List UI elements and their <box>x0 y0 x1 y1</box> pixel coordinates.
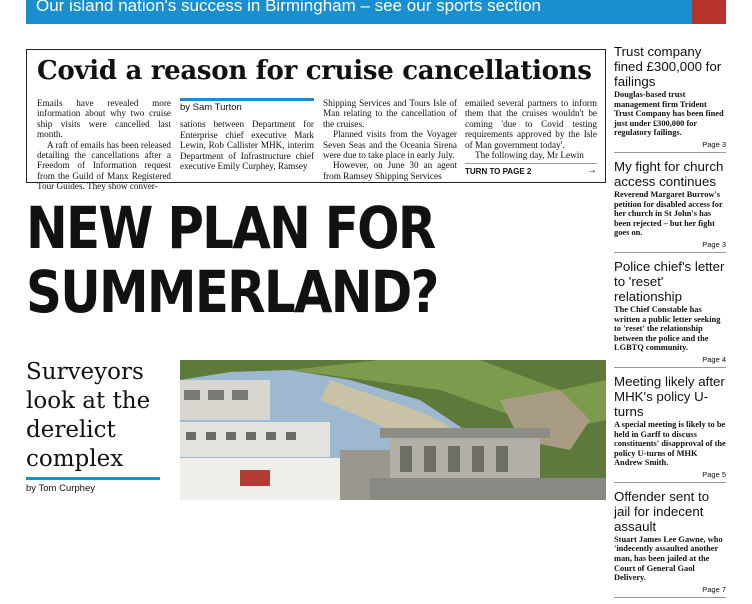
photo-illustration <box>180 360 606 500</box>
byline-rule <box>26 477 160 480</box>
summerland-photo <box>180 360 606 500</box>
page-reference: Page 5 <box>702 469 726 479</box>
paragraph: Planned visits from the Voyager Seven Seas and the Oceania Sirena were due to take place in early July. <box>323 129 457 161</box>
subheadline: Surveyors look at the derelict complex <box>26 359 151 472</box>
story-title: My fight for church access continues <box>614 158 724 189</box>
story-title: Trust company fined £300,000 for failings <box>614 44 722 89</box>
covid-byline: by Sam Turton <box>180 102 242 113</box>
covid-column-3 <box>323 98 457 181</box>
main-byline: by Tom Curphey <box>26 483 95 494</box>
story-summary: Reverend Margaret Burrow's petition for disabled access for her church in St John's has been rejected – but her fight goes on. <box>614 189 723 238</box>
story-summary: The Chief Constable has written a public letter seeking to 'reset' the relationship between the police and the LGBTQ community. <box>614 304 721 353</box>
main-headline <box>26 196 606 324</box>
sports-banner[interactable] <box>26 0 726 24</box>
byline-rule <box>180 98 314 101</box>
story-title: Police chief's letter to 'reset' relationship <box>614 258 725 304</box>
arrow-right-icon: → <box>587 165 597 176</box>
page-reference: Page 3 <box>702 139 726 149</box>
page-reference: Page 3 <box>702 239 726 249</box>
paragraph: However, on June 30 an agent from Ramsey Shipping Services <box>323 160 457 181</box>
covid-column-4 <box>465 98 597 160</box>
paragraph: Shipping Services and Tours Isle of Man relating to the cancellation of the cruises. <box>323 98 457 129</box>
paragraph: A raft of emails has been released detailing the cancellations after a Freedom of Information request from the Guild of Manx Registered Tour Guides. They show conver- <box>37 139 171 192</box>
story-summary: Stuart James Lee Gawne, who 'indecently assaulted another man, has been jailed at the Court of General Gaol Delivery. <box>614 534 723 583</box>
sidebar-story[interactable] <box>614 374 726 483</box>
story-title: Meeting likely after MHK's policy U-turns <box>614 373 725 419</box>
paragraph: Emails have revealed more information about why two cruise ship visits were cancelled last month. <box>37 98 171 140</box>
turn-to-page-link[interactable] <box>465 163 597 176</box>
banner-photo <box>692 0 726 24</box>
sidebar-story[interactable] <box>614 44 726 153</box>
page-reference: Page 4 <box>702 354 726 364</box>
headline-line-2: SUMMERLAND? <box>26 258 438 326</box>
covid-column-2 <box>180 98 314 171</box>
covid-story-box <box>26 49 606 192</box>
banner-text: Our island nation's success in Birmingham – see our sports section <box>36 0 541 15</box>
covid-column-1 <box>37 98 171 192</box>
covid-headline: Covid a reason for cruise cancellations <box>37 56 592 86</box>
story-summary: A special meeting is likely to be held in Garff to discuss constituents' disapproval of the policy U-turns of MHK Andrew Smith. <box>614 419 726 468</box>
sidebar-story[interactable] <box>614 489 726 598</box>
paragraph: sations between Department for Enterprise chief executive Mark Lewin, Rob Callister MHK, interim Department of Infrastructure chief executive Emily Curphey, Ramsey <box>180 119 314 172</box>
paragraph: emailed several partners to inform them that the cruises wouldn't be coming 'due to Covid testing requirements approved by the Isle of Man government today'. <box>465 98 597 150</box>
page-reference: Page 7 <box>702 584 726 594</box>
story-title: Offender sent to jail for indecent assault <box>614 488 710 534</box>
turn-label: TURN TO PAGE 2 <box>465 167 532 176</box>
paragraph: The following day, Mr Lewin <box>475 150 584 161</box>
news-sidebar <box>614 44 726 604</box>
headline-line-1: NEW PLAN FOR <box>26 194 435 262</box>
story-summary: Douglas-based trust management firm Trident Trust Company has been fined just under £300,000 for regulatory failings. <box>614 90 724 138</box>
sidebar-story[interactable] <box>614 259 726 368</box>
sidebar-story[interactable] <box>614 159 726 253</box>
